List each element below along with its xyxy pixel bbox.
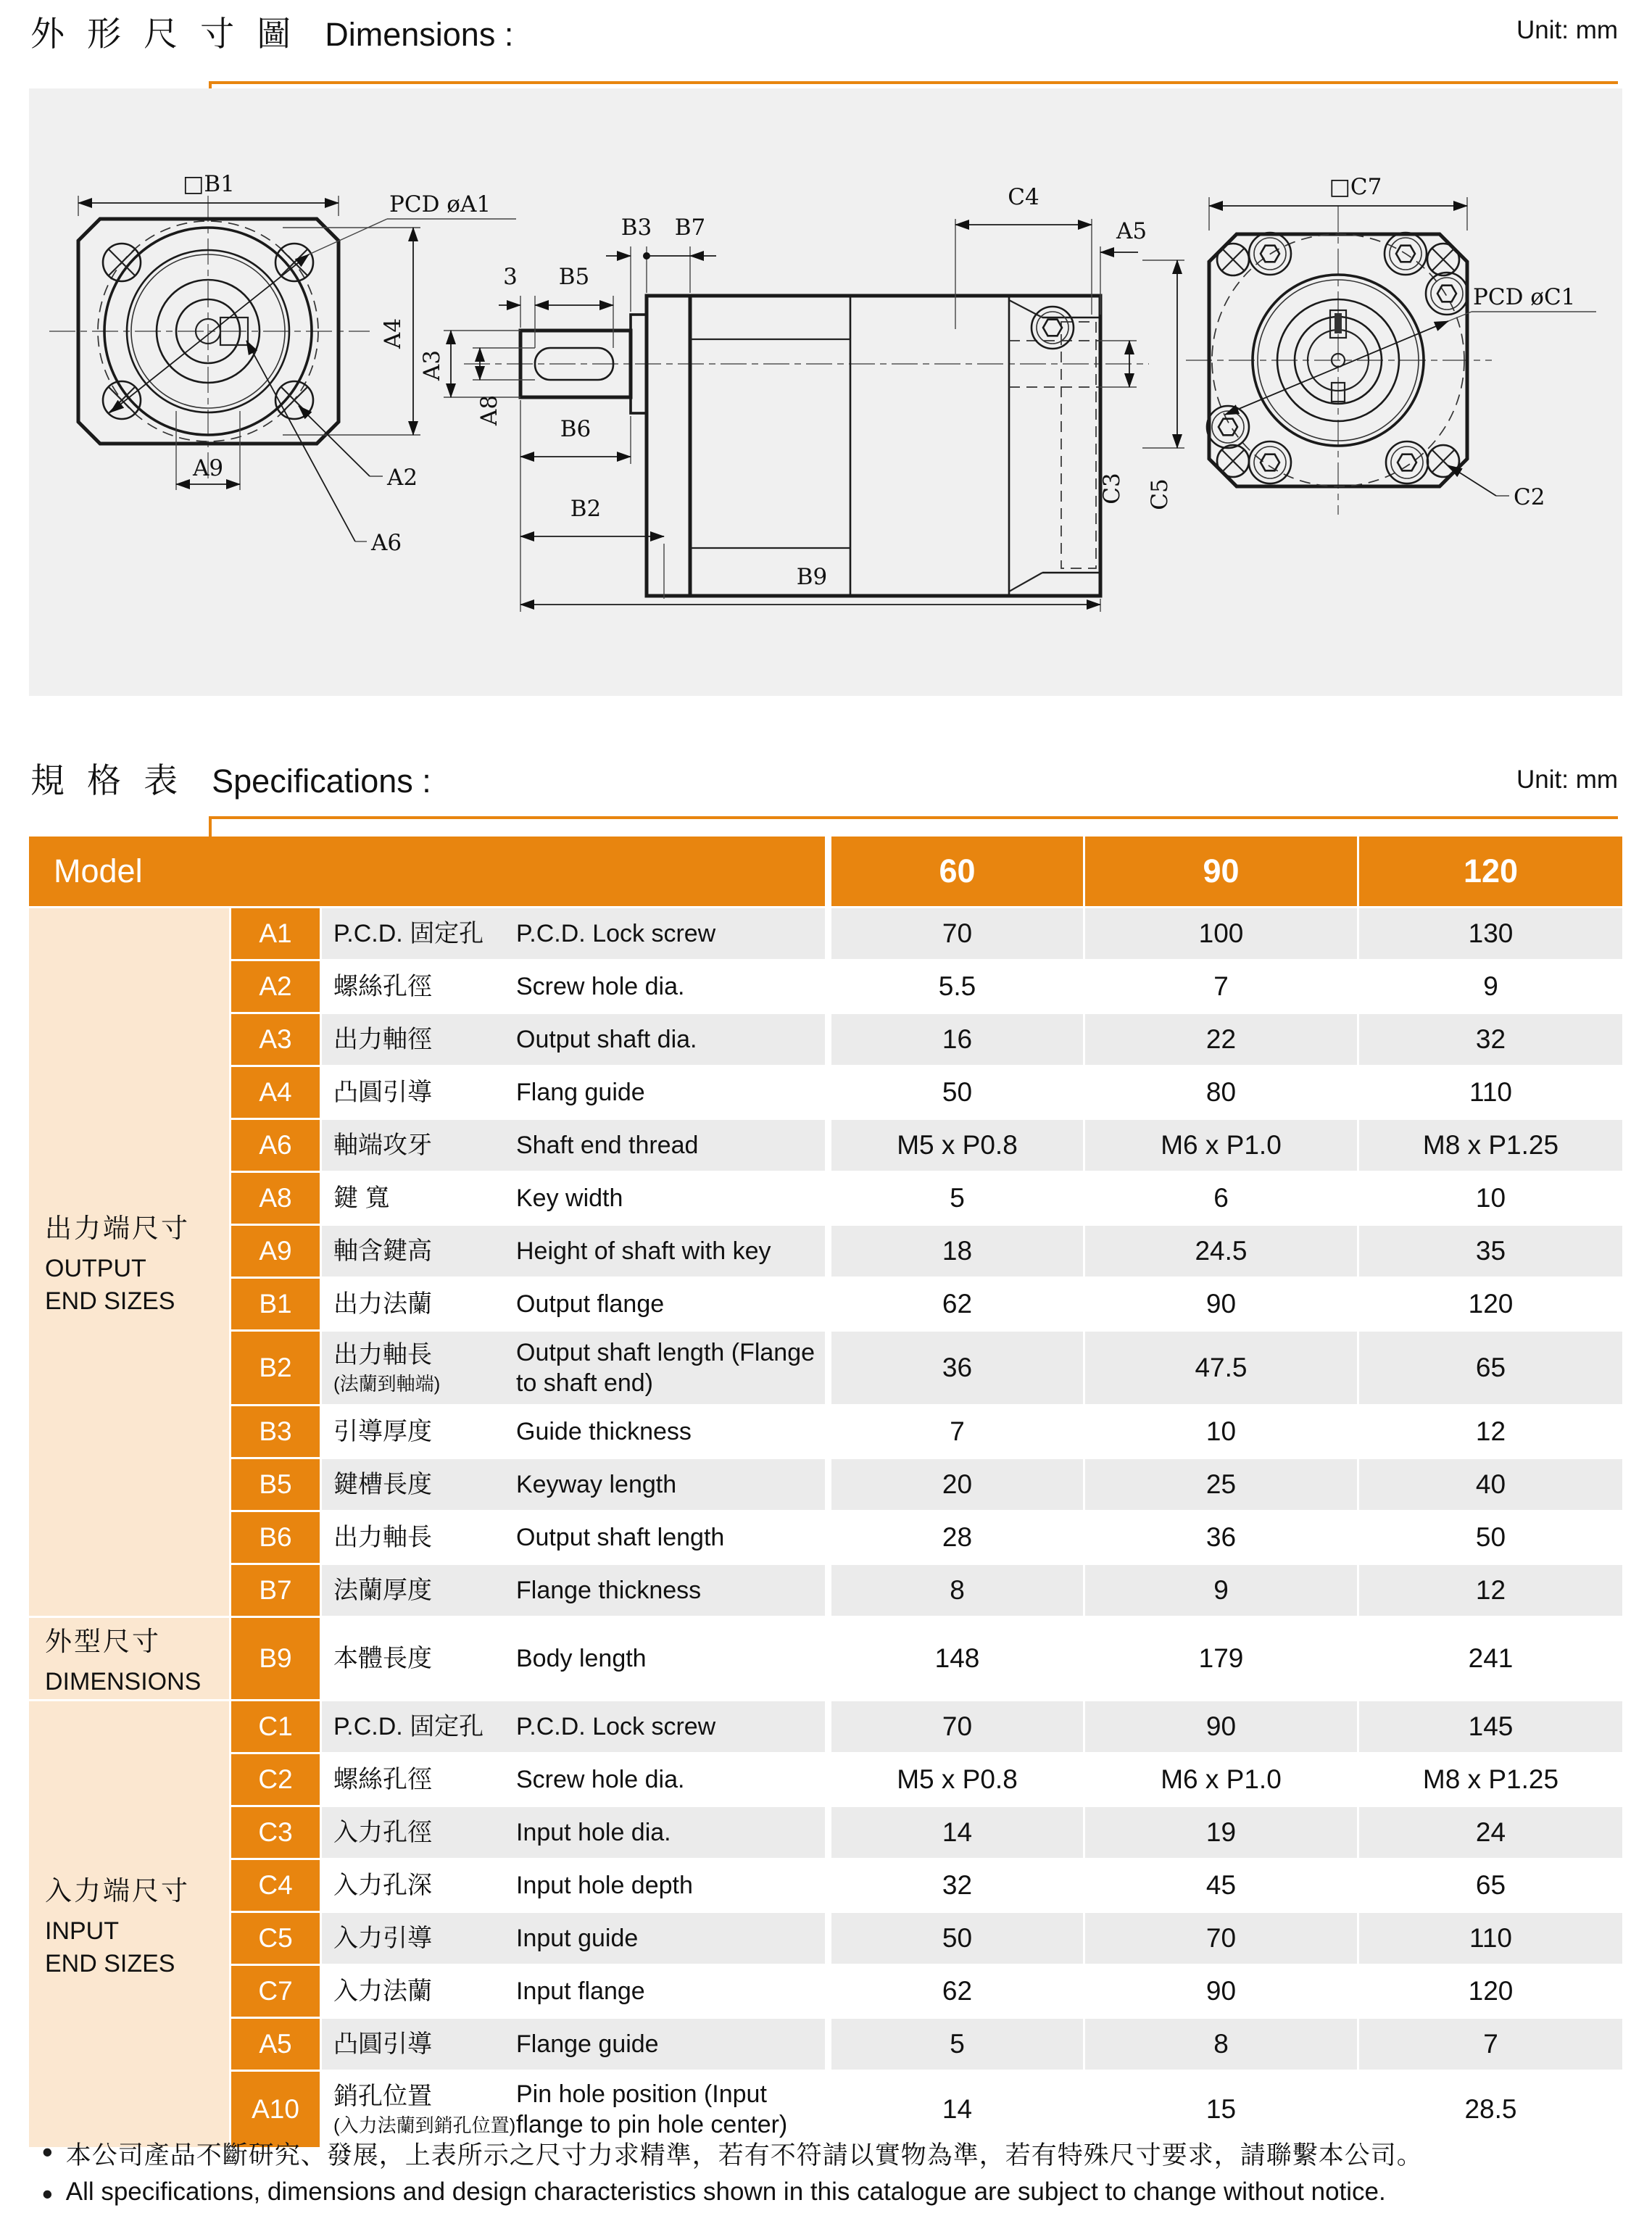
row-code-a6: A6 <box>231 1120 320 1171</box>
row-desc-en: Flange thickness <box>516 1576 702 1604</box>
row-desc-en: P.C.D. Lock screw <box>516 1712 716 1740</box>
row-code-c5: C5 <box>231 1913 320 1964</box>
row-desc-b5 <box>322 1459 829 1510</box>
row-desc-en: Screw hole dia. <box>516 972 685 1000</box>
row-desc-a2 <box>322 961 829 1012</box>
footnote-en <box>42 2177 1386 2211</box>
value-a2-60: 5.5 <box>831 961 1083 1012</box>
row-desc-a6 <box>322 1120 829 1171</box>
value-c4-60: 32 <box>831 1860 1083 1911</box>
value-a9-60: 18 <box>831 1226 1083 1277</box>
value-a6-90: M6 x P1.0 <box>1085 1120 1357 1171</box>
row-desc-a9 <box>322 1226 829 1277</box>
row-desc-c5 <box>322 1913 829 1964</box>
value-b1-120: 120 <box>1359 1279 1622 1329</box>
row-code-b1: B1 <box>231 1279 320 1329</box>
specifications-title-zh: 規 格 表 <box>30 761 185 800</box>
row-code-a2: A2 <box>231 961 320 1012</box>
dim-label-a6: A6 <box>371 530 402 556</box>
row-desc-en: Shaft end thread <box>516 1131 699 1159</box>
value-b2-60: 36 <box>831 1332 1083 1404</box>
value-a2-120: 9 <box>1359 961 1622 1012</box>
row-code-a3: A3 <box>231 1014 320 1065</box>
value-c4-120: 65 <box>1359 1860 1622 1911</box>
value-b3-60: 7 <box>831 1406 1083 1457</box>
row-desc-b2 <box>322 1332 829 1404</box>
dim-label-b2: B2 <box>570 496 602 522</box>
footnote-zh <box>42 2135 1423 2172</box>
row-code-c3: C3 <box>231 1807 320 1858</box>
value-a1-90: 100 <box>1085 908 1357 959</box>
row-desc-a5 <box>322 2019 829 2070</box>
value-b7-120: 12 <box>1359 1565 1622 1616</box>
bullet-icon: • <box>42 2135 53 2169</box>
value-a10-60: 14 <box>831 2072 1083 2147</box>
specifications-title-en: Specifications : <box>212 763 431 800</box>
footnote-en-text: All specifications, dimensions and design characteristics shown in this catalogue are subject to change without notice. <box>65 2178 1386 2206</box>
value-a6-120: M8 x P1.25 <box>1359 1120 1622 1171</box>
row-desc-zh: 法蘭厚度 <box>333 1576 432 1604</box>
value-b1-90: 90 <box>1085 1279 1357 1329</box>
dim-label-c7: □C7 <box>1329 174 1382 200</box>
row-desc-en: Body length <box>516 1644 647 1672</box>
value-b6-60: 28 <box>831 1512 1083 1563</box>
row-desc-c7 <box>322 1966 829 2017</box>
dimensions-unit-label: Unit: mm <box>1516 16 1618 44</box>
dim-label-a4: A4 <box>380 317 406 349</box>
value-a9-120: 35 <box>1359 1226 1622 1277</box>
dim-label-b1: □B1 <box>183 171 235 197</box>
value-c4-90: 45 <box>1085 1860 1357 1911</box>
row-desc-en: P.C.D. Lock screw <box>516 919 716 947</box>
row-desc-zh: 螺絲孔徑 <box>333 972 432 1000</box>
dim-label-3: 3 <box>503 264 518 290</box>
row-desc-zh: 軸含鍵高 <box>333 1237 432 1265</box>
row-desc-zh: 本體長度 <box>333 1644 432 1672</box>
value-b7-60: 8 <box>831 1565 1083 1616</box>
dim-label-b9: B9 <box>796 564 828 590</box>
row-desc-en: Output shaft length (Flange to shaft end) <box>516 1338 815 1397</box>
dim-label-c3: C3 <box>1099 473 1125 505</box>
value-c7-60: 62 <box>831 1966 1083 2017</box>
value-c2-120: M8 x P1.25 <box>1359 1754 1622 1805</box>
row-desc-b9 <box>322 1618 829 1699</box>
value-a5-60: 5 <box>831 2019 1083 2070</box>
row-desc-zh: 凸圓引導 <box>333 1078 432 1106</box>
row-code-b6: B6 <box>231 1512 320 1563</box>
row-desc-en: Flang guide <box>516 1078 645 1106</box>
row-code-a4: A4 <box>231 1067 320 1118</box>
value-b7-90: 9 <box>1085 1565 1357 1616</box>
group-label-zh: 外型尺寸 <box>45 1626 161 1656</box>
value-c7-90: 90 <box>1085 1966 1357 2017</box>
row-desc-c1 <box>322 1701 829 1752</box>
row-code-b5: B5 <box>231 1459 320 1510</box>
value-a4-60: 50 <box>831 1067 1083 1118</box>
dimensions-header <box>30 7 513 56</box>
row-desc-en: Output shaft length <box>516 1523 725 1551</box>
row-desc-zh: 螺絲孔徑 <box>333 1765 432 1793</box>
row-desc-a4 <box>322 1067 829 1118</box>
row-code-a8: A8 <box>231 1173 320 1224</box>
row-desc-zh: 入力引導 <box>333 1924 432 1952</box>
value-a1-120: 130 <box>1359 908 1622 959</box>
specifications-table <box>29 837 1622 2147</box>
value-b2-120: 65 <box>1359 1332 1622 1404</box>
value-b5-60: 20 <box>831 1459 1083 1510</box>
row-desc-en: Height of shaft with key <box>516 1237 771 1265</box>
value-b9-120: 241 <box>1359 1618 1622 1699</box>
value-c2-60: M5 x P0.8 <box>831 1754 1083 1805</box>
value-a4-90: 80 <box>1085 1067 1357 1118</box>
row-code-a9: A9 <box>231 1226 320 1277</box>
dimensions-title-zh: 外 形 尺 寸 圖 <box>30 14 298 53</box>
row-code-a10: A10 <box>231 2072 320 2147</box>
dim-label-a9: A9 <box>192 455 224 481</box>
value-a5-120: 7 <box>1359 2019 1622 2070</box>
size-column-header-60: 60 <box>831 837 1083 906</box>
row-desc-zh: 凸圓引導 <box>333 2030 432 2058</box>
footnote-zh-text: 本公司產品不斷研究、發展，上表所示之尺寸力求精準，若有不符請以實物為準，若有特殊尺寸要求，請聯繫本公司。 <box>65 2141 1423 2170</box>
value-a3-90: 22 <box>1085 1014 1357 1065</box>
row-code-c4: C4 <box>231 1860 320 1911</box>
value-c5-60: 50 <box>831 1913 1083 1964</box>
value-b6-90: 36 <box>1085 1512 1357 1563</box>
row-code-c1: C1 <box>231 1701 320 1752</box>
value-c5-120: 110 <box>1359 1913 1622 1964</box>
row-code-c7: C7 <box>231 1966 320 2017</box>
specifications-header <box>30 754 431 802</box>
row-code-a1: A1 <box>231 908 320 959</box>
row-desc-a1 <box>322 908 829 959</box>
specifications-rule-tick <box>209 816 212 838</box>
dim-label-b6: B6 <box>560 416 592 442</box>
dim-label-a8: A8 <box>476 394 502 426</box>
dim-label-a3: A3 <box>419 349 445 381</box>
value-a10-90: 15 <box>1085 2072 1357 2147</box>
model-header-cell: Model <box>29 837 829 906</box>
row-desc-zh: 出力軸徑 <box>333 1025 432 1053</box>
row-code-c2: C2 <box>231 1754 320 1805</box>
row-desc-b1 <box>322 1279 829 1329</box>
dim-label-b3: B3 <box>620 215 652 241</box>
row-desc-zh: 入力孔深 <box>333 1871 432 1899</box>
dim-label-c2: C2 <box>1514 484 1545 510</box>
value-b5-90: 25 <box>1085 1459 1357 1510</box>
row-desc-en: Keyway length <box>516 1470 677 1498</box>
row-desc-zh: 出力軸長 (法蘭到軸端) <box>333 1341 441 1395</box>
value-b6-120: 50 <box>1359 1512 1622 1563</box>
value-a8-60: 5 <box>831 1173 1083 1224</box>
row-desc-c4 <box>322 1860 829 1911</box>
group-label-en: INPUT END SIZES <box>45 1917 175 1977</box>
group-cell-dimensions <box>29 1618 229 1699</box>
value-a1-60: 70 <box>831 908 1083 959</box>
value-a5-90: 8 <box>1085 2019 1357 2070</box>
row-code-b3: B3 <box>231 1406 320 1457</box>
row-code-a5: A5 <box>231 2019 320 2070</box>
value-c1-120: 145 <box>1359 1701 1622 1752</box>
row-desc-en: Flange guide <box>516 2030 659 2058</box>
row-desc-en: Input hole depth <box>516 1871 693 1899</box>
size-column-header-90: 90 <box>1085 837 1357 906</box>
value-c1-90: 90 <box>1085 1701 1357 1752</box>
specifications-rule <box>209 816 1618 819</box>
row-desc-b6 <box>322 1512 829 1563</box>
row-desc-zh: 入力法蘭 <box>333 1977 432 2005</box>
value-a8-90: 6 <box>1085 1173 1357 1224</box>
row-desc-b7 <box>322 1565 829 1616</box>
dim-label-b7: B7 <box>674 215 706 241</box>
value-c3-90: 19 <box>1085 1807 1357 1858</box>
row-desc-en: Pin hole position (Input flange to pin hole center) <box>516 2080 788 2138</box>
row-desc-zh: P.C.D. 固定孔 <box>333 1712 484 1740</box>
row-code-b2: B2 <box>231 1332 320 1404</box>
row-desc-zh: 軸端攻牙 <box>333 1131 432 1159</box>
rear-view-input-flange <box>1186 174 1596 515</box>
dimensions-drawing-panel <box>29 88 1622 696</box>
row-desc-zh: 出力軸長 <box>333 1523 432 1551</box>
value-c5-90: 70 <box>1085 1913 1357 1964</box>
technical-drawing <box>29 88 1622 696</box>
value-b9-60: 148 <box>831 1618 1083 1699</box>
size-column-header-120: 120 <box>1359 837 1622 906</box>
dim-label-c5: C5 <box>1147 478 1173 510</box>
row-desc-zh: 鍵 寬 <box>333 1184 390 1212</box>
value-a6-60: M5 x P0.8 <box>831 1120 1083 1171</box>
value-a2-90: 7 <box>1085 961 1357 1012</box>
value-c7-120: 120 <box>1359 1966 1622 2017</box>
group-cell-input-end sizes <box>29 1701 229 2147</box>
dim-label-pcd-a1: PCD øA1 <box>389 191 491 217</box>
row-desc-zh: 出力法蘭 <box>333 1290 432 1318</box>
row-desc-a8 <box>322 1173 829 1224</box>
group-label-zh: 入力端尺寸 <box>45 1875 190 1906</box>
value-a3-60: 16 <box>831 1014 1083 1065</box>
row-desc-b3 <box>322 1406 829 1457</box>
value-a8-120: 10 <box>1359 1173 1622 1224</box>
row-desc-en: Output flange <box>516 1290 665 1318</box>
row-desc-zh: 銷孔位置 (入力法蘭到銷孔位置) <box>333 2083 516 2136</box>
value-b2-90: 47.5 <box>1085 1332 1357 1404</box>
dimensions-title-en: Dimensions : <box>325 16 514 53</box>
specifications-unit-label: Unit: mm <box>1516 765 1618 794</box>
value-a10-120: 28.5 <box>1359 2072 1622 2147</box>
value-c3-60: 14 <box>831 1807 1083 1858</box>
row-desc-c3 <box>322 1807 829 1858</box>
row-desc-en: Input guide <box>516 1924 639 1952</box>
dim-label-c4: C4 <box>1008 184 1039 210</box>
bullet-icon: • <box>42 2177 53 2211</box>
group-cell-output-end sizes <box>29 908 229 1616</box>
row-desc-en: Key width <box>516 1184 623 1212</box>
dim-label-a2: A2 <box>387 465 418 491</box>
dim-label-pcd-c1: PCD øC1 <box>1473 284 1576 310</box>
row-code-b7: B7 <box>231 1565 320 1616</box>
value-b5-120: 40 <box>1359 1459 1622 1510</box>
row-desc-en: Guide thickness <box>516 1417 692 1445</box>
row-code-b9: B9 <box>231 1618 320 1699</box>
row-desc-c2 <box>322 1754 829 1805</box>
value-b1-60: 62 <box>831 1279 1083 1329</box>
group-label-en: DIMENSIONS <box>45 1667 202 1695</box>
dim-label-a5: A5 <box>1116 218 1147 244</box>
value-a4-120: 110 <box>1359 1067 1622 1118</box>
value-b3-90: 10 <box>1085 1406 1357 1457</box>
group-label-zh: 出力端尺寸 <box>45 1213 190 1244</box>
row-desc-en: Screw hole dia. <box>516 1765 685 1793</box>
side-view-body <box>419 184 1184 612</box>
value-a9-90: 24.5 <box>1085 1226 1357 1277</box>
row-desc-zh: 入力孔徑 <box>333 1818 432 1846</box>
row-desc-zh: 引導厚度 <box>333 1417 432 1445</box>
dimensions-rule <box>209 81 1618 84</box>
dim-label-b5: B5 <box>558 264 590 290</box>
value-b3-120: 12 <box>1359 1406 1622 1457</box>
value-c1-60: 70 <box>831 1701 1083 1752</box>
group-label-en: OUTPUT END SIZES <box>45 1255 175 1315</box>
front-view-output-flange <box>49 171 516 556</box>
value-c2-90: M6 x P1.0 <box>1085 1754 1357 1805</box>
value-a3-120: 32 <box>1359 1014 1622 1065</box>
value-b9-90: 179 <box>1085 1618 1357 1699</box>
row-desc-en: Input flange <box>516 1977 645 2005</box>
row-desc-en: Output shaft dia. <box>516 1025 697 1053</box>
row-desc-zh: P.C.D. 固定孔 <box>333 919 484 947</box>
row-desc-a3 <box>322 1014 829 1065</box>
row-desc-zh: 鍵槽長度 <box>333 1470 432 1498</box>
row-desc-en: Input hole dia. <box>516 1818 671 1846</box>
value-c3-120: 24 <box>1359 1807 1622 1858</box>
